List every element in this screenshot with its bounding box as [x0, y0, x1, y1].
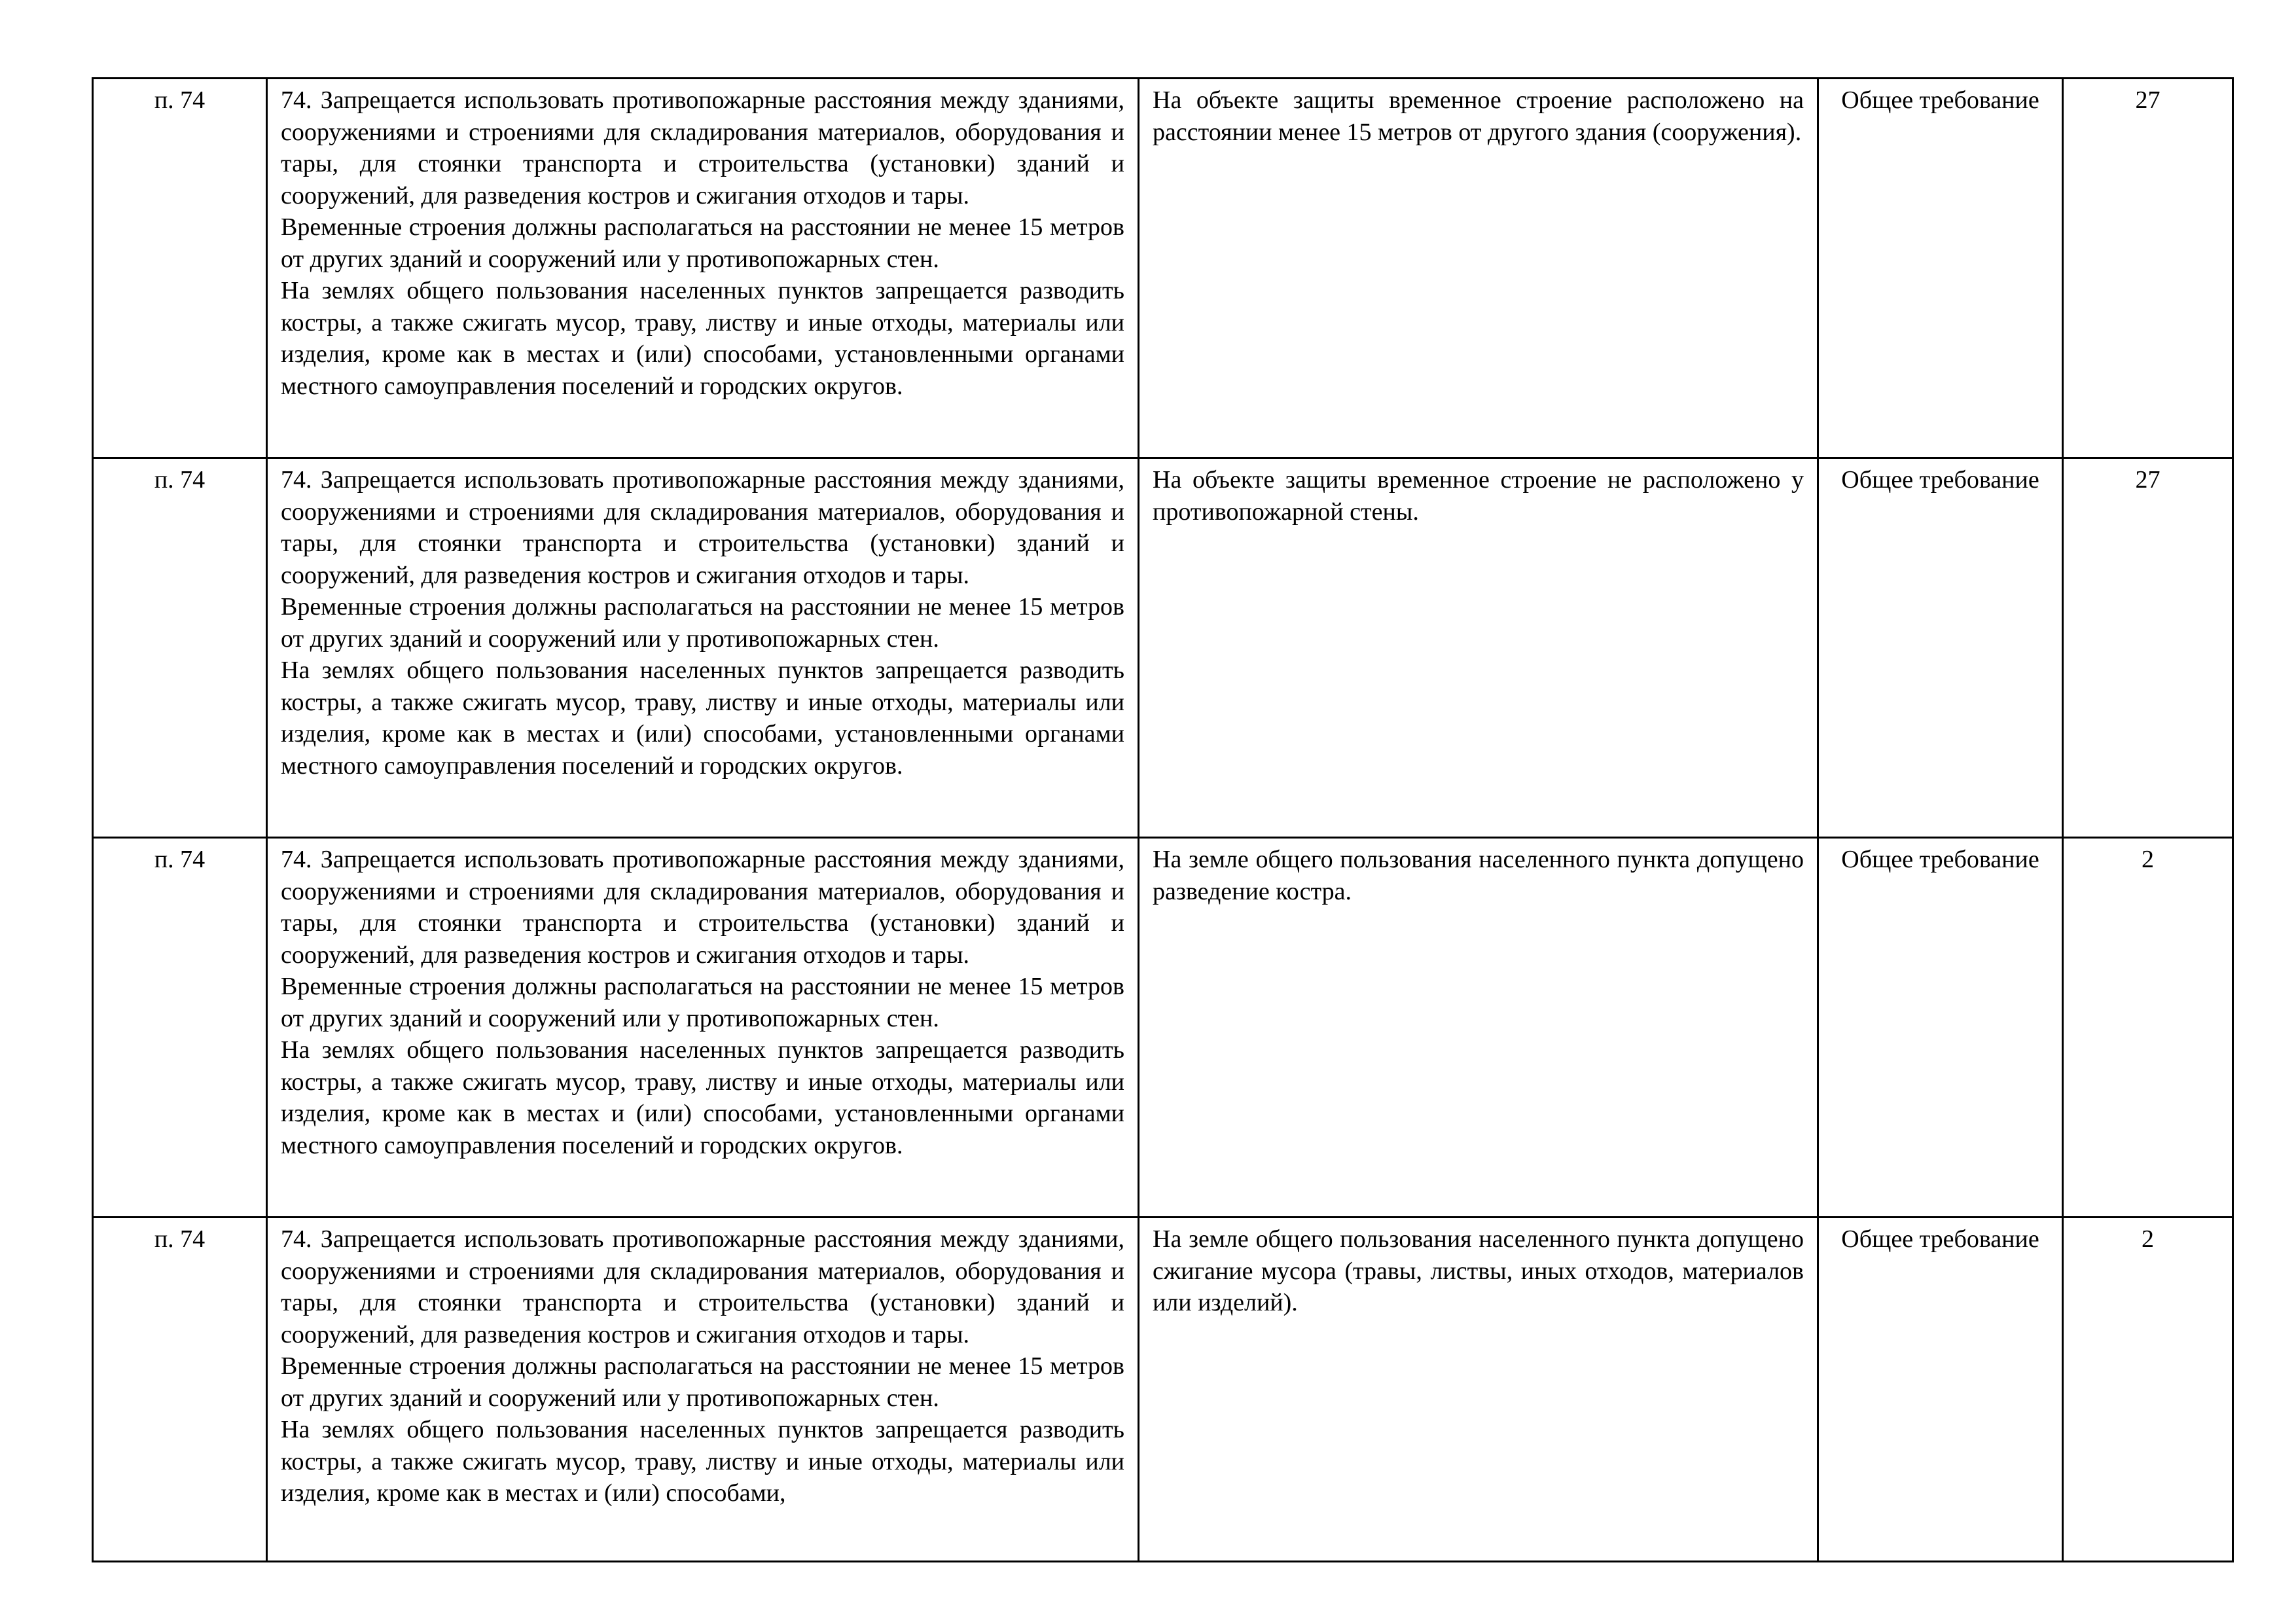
requirement-text	[267, 838, 1139, 1218]
requirement-paragraph: На землях общего пользования населенных пунктов запрещается разводить костры, а также сжигать мусор, траву, листву и иные отходы, материалы или изделия, кроме как в местах и (или) способами, установленными органами местного самоуправления поселений и городских округов.	[281, 657, 1124, 780]
requirement-paragraph: 74. Запрещается использовать противопожарные расстояния между зданиями, сооружениями и строениями для складирования материалов, оборудования и тары, для стоянки транспорта и строительства (установки) зданий и сооружений, для разведения костров и сжигания отходов и тары.	[281, 466, 1124, 589]
requirement-type: Общее требование	[1818, 1218, 2063, 1562]
requirement-text	[267, 1218, 1139, 1562]
table-row	[93, 458, 2233, 838]
violation-text: На объекте защиты временное строение не расположено у противопожарной стены.	[1139, 458, 1818, 838]
clause-ref: п. 74	[93, 79, 267, 458]
requirement-type: Общее требование	[1818, 838, 2063, 1218]
requirement-paragraph: На землях общего пользования населенных пунктов запрещается разводить костры, а также сжигать мусор, траву, листву и иные отходы, материалы или изделия, кроме как в местах и (или) способами,	[281, 1416, 1124, 1507]
violation-text: На объекте защиты временное строение расположено на расстоянии менее 15 метров от другого здания (сооружения).	[1139, 79, 1818, 458]
table-row	[93, 838, 2233, 1218]
requirement-paragraph: На землях общего пользования населенных пунктов запрещается разводить костры, а также сжигать мусор, траву, листву и иные отходы, материалы или изделия, кроме как в местах и (или) способами, установленными органами местного самоуправления поселений и городских округов.	[281, 277, 1124, 400]
requirement-paragraph: Временные строения должны располагаться на расстоянии не менее 15 метров от других зданий и сооружений или у противопожарных стен.	[281, 1352, 1124, 1412]
requirement-type: Общее требование	[1818, 458, 2063, 838]
table-row	[93, 79, 2233, 458]
row-number: 27	[2063, 79, 2233, 458]
requirement-paragraph: 74. Запрещается использовать противопожарные расстояния между зданиями, сооружениями и строениями для складирования материалов, оборудования и тары, для стоянки транспорта и строительства (установки) зданий и сооружений, для разведения костров и сжигания отходов и тары.	[281, 86, 1124, 209]
requirements-table	[92, 77, 2234, 1562]
requirement-type: Общее требование	[1818, 79, 2063, 458]
requirement-paragraph: Временные строения должны располагаться на расстоянии не менее 15 метров от других зданий и сооружений или у противопожарных стен.	[281, 973, 1124, 1032]
requirement-paragraph: Временные строения должны располагаться на расстоянии не менее 15 метров от других зданий и сооружений или у противопожарных стен.	[281, 213, 1124, 273]
requirement-paragraph: На землях общего пользования населенных пунктов запрещается разводить костры, а также сжигать мусор, траву, листву и иные отходы, материалы или изделия, кроме как в местах и (или) способами, установленными органами местного самоуправления поселений и городских округов.	[281, 1036, 1124, 1159]
requirement-text	[267, 79, 1139, 458]
clause-ref: п. 74	[93, 458, 267, 838]
violation-text: На земле общего пользования населенного пункта допущено сжигание мусора (травы, листвы, иных отходов, материалов или изделий).	[1139, 1218, 1818, 1562]
requirement-paragraph: Временные строения должны располагаться на расстоянии не менее 15 метров от других зданий и сооружений или у противопожарных стен.	[281, 593, 1124, 653]
requirement-text	[267, 458, 1139, 838]
row-number: 2	[2063, 838, 2233, 1218]
row-number: 2	[2063, 1218, 2233, 1562]
table-row	[93, 1218, 2233, 1562]
violation-text: На земле общего пользования населенного пункта допущено разведение костра.	[1139, 838, 1818, 1218]
clause-ref: п. 74	[93, 1218, 267, 1562]
clause-ref: п. 74	[93, 838, 267, 1218]
row-number: 27	[2063, 458, 2233, 838]
requirement-paragraph: 74. Запрещается использовать противопожарные расстояния между зданиями, сооружениями и строениями для складирования материалов, оборудования и тары, для стоянки транспорта и строительства (установки) зданий и сооружений, для разведения костров и сжигания отходов и тары.	[281, 1225, 1124, 1348]
requirement-paragraph: 74. Запрещается использовать противопожарные расстояния между зданиями, сооружениями и строениями для складирования материалов, оборудования и тары, для стоянки транспорта и строительства (установки) зданий и сооружений, для разведения костров и сжигания отходов и тары.	[281, 846, 1124, 969]
